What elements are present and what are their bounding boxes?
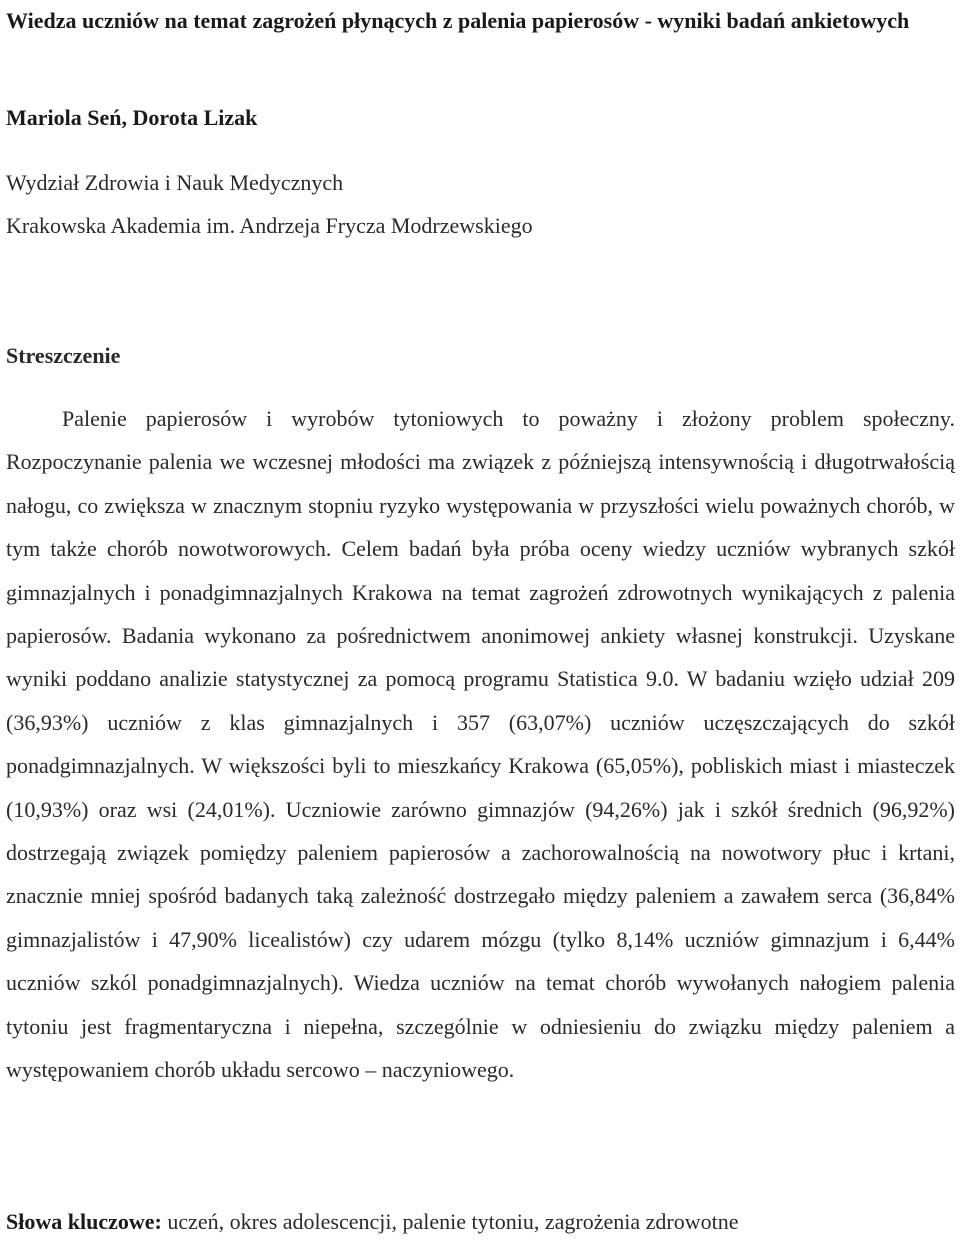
keywords-label: Słowa kluczowe: xyxy=(6,1209,162,1234)
abstract-heading: Streszczenie xyxy=(6,343,121,368)
paper-authors: Mariola Seń, Dorota Lizak xyxy=(6,105,258,130)
affiliation-institution: Krakowska Akademia im. Andrzeja Frycza Modrzewskiego xyxy=(6,213,533,238)
keywords-line xyxy=(6,1204,738,1240)
abstract-paragraph: Palenie papierosów i wyrobów tytoniowych to poważny i złożony problem społeczny. Rozpoczynanie palenia we wczesnej młodości ma związek z późniejszą intensywnością i długotrwałością nałogu, co zwiększa w znacznym stopniu ryzyko występowania w przyszłości wielu poważnych chorób, w tym także chorób nowotworowych. Celem badań była próba oceny wiedzy uczniów wybranych szkół gimnazjalnych i ponadgimnazjalnych Krakowa na temat zagrożeń zdrowotnych wynikających z palenia papierosów. Badania wykonano za pośrednictwem anonimowej ankiety własnej konstrukcji. Uzyskane wyniki poddano analizie statystycznej za pomocą programu Statistica 9.0. W badaniu wzięło udział 209 (36,93%) uczniów z klas gimnazjalnych i 357 (63,07%) uczniów uczęszczających do szkół ponadgimnazjalnych. W większości byli to mieszkańcy Krakowa (65,05%), pobliskich miast i miasteczek (10,93%) oraz wsi (24,01%). Uczniowie zarówno gimnazjów (94,26%) jak i szkół średnich (96,92%) dostrzegają związek pomiędzy paleniem papierosów a zachorowalnością na nowotwory płuc i krtani, znacznie mniej spośród badanych taką zależność dostrzegało między paleniem a zawałem serca (36,84% gimnazjalistów i 47,90% licealistów) czy udarem mózgu (tylko 8,14% uczniów gimnazjum i 6,44% uczniów szkól ponadgimnazjalnych). Wiedza uczniów na temat chorób wywołanych nałogiem palenia tytoniu jest fragmentaryczna i niepełna, szczególnie w odniesieniu do związku między paleniem a występowaniem chorób układu sercowo – naczyniowego. xyxy=(6,406,955,1083)
keywords-list: uczeń, okres adolescencji, palenie tytoniu, zagrożenia zdrowotne xyxy=(161,1209,739,1234)
paper-title: Wiedza uczniów na temat zagrożeń płynących z palenia papierosów - wyniki badań ankietowych xyxy=(6,8,910,33)
affiliation-faculty: Wydział Zdrowia i Nauk Medycznych xyxy=(6,170,344,195)
